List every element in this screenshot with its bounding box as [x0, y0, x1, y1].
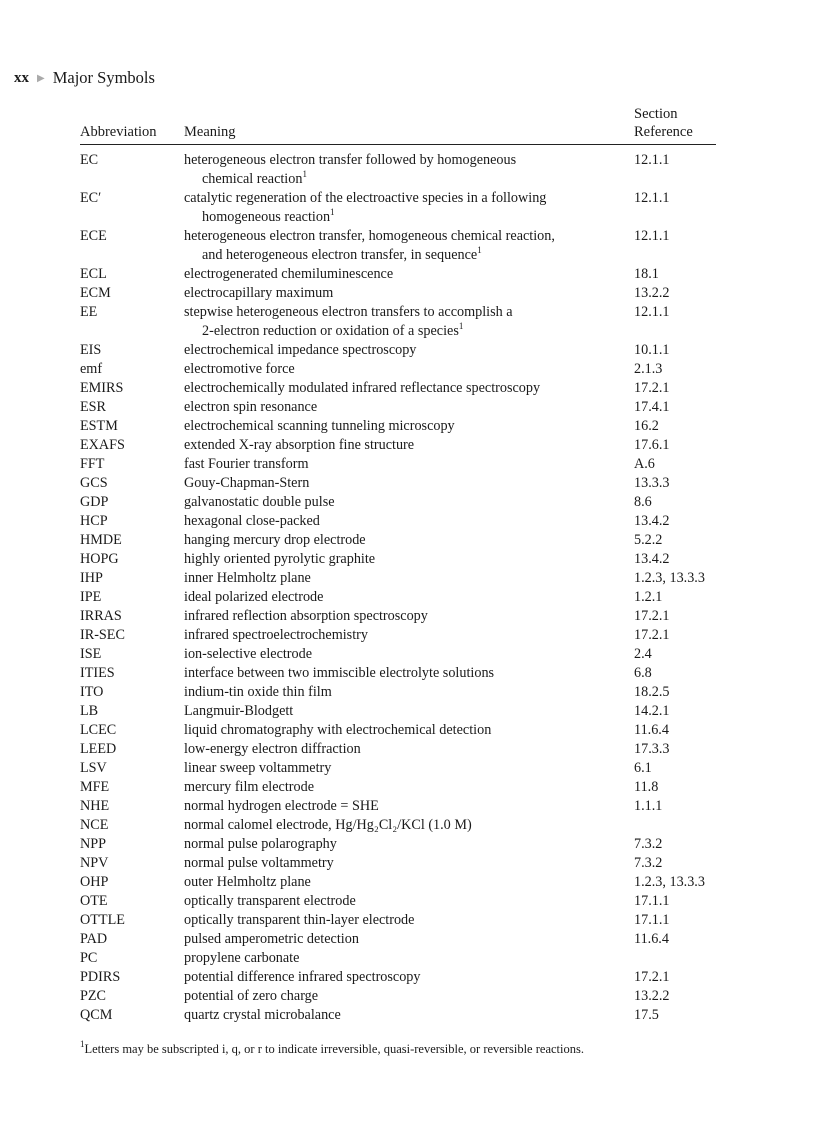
meaning-line: catalytic regeneration of the electroactive species in a following: [184, 190, 547, 206]
meaning-line: fast Fourier transform: [184, 456, 309, 472]
column-header-meaning: Meaning: [184, 124, 236, 140]
row-abbreviation: ECM: [80, 285, 111, 301]
meaning-line: optically transparent thin-layer electrode: [184, 912, 415, 928]
table-row: [80, 835, 716, 854]
row-meaning: [184, 645, 624, 664]
row-meaning: [184, 493, 624, 512]
row-meaning: [184, 759, 624, 778]
meaning-line: extended X-ray absorption fine structure: [184, 437, 415, 453]
symbols-table: [80, 104, 716, 1025]
row-abbreviation: EE: [80, 304, 98, 320]
row-abbreviation: IHP: [80, 570, 103, 586]
row-meaning: [184, 740, 624, 759]
table-row: [80, 778, 716, 797]
meaning-line: liquid chromatography with electrochemical detection: [184, 722, 492, 738]
meaning-line: normal pulse voltammetry: [184, 855, 334, 871]
row-meaning: [184, 683, 624, 702]
row-section-reference: 16.2: [634, 418, 659, 434]
table-row: [80, 189, 716, 227]
meaning-line: infrared reflection absorption spectroscopy: [184, 608, 428, 624]
table-row: [80, 797, 716, 816]
table-row: [80, 550, 716, 569]
row-abbreviation: HOPG: [80, 551, 119, 567]
meaning-line: quartz crystal microbalance: [184, 1007, 341, 1023]
table-row: [80, 930, 716, 949]
page-title: Major Symbols: [52, 68, 155, 87]
row-section-reference: A.6: [634, 456, 655, 472]
meaning-line: infrared spectroelectrochemistry: [184, 627, 368, 643]
row-meaning: [184, 911, 624, 930]
row-section-reference: 18.2.5: [634, 684, 670, 700]
row-meaning: [184, 854, 624, 873]
row-section-reference: 17.3.3: [634, 741, 670, 757]
meaning-line: 2-electron reduction or oxidation of a species$^1$: [202, 321, 464, 339]
row-abbreviation: GDP: [80, 494, 109, 510]
meaning-line: potential of zero charge: [184, 988, 319, 1004]
row-meaning: [184, 151, 624, 189]
row-abbreviation: OHP: [80, 874, 109, 890]
row-section-reference: 12.1.1: [634, 152, 670, 168]
meaning-line: stepwise heterogeneous electron transfers to accomplish a: [184, 304, 513, 320]
row-section-reference: 12.1.1: [634, 304, 670, 320]
row-meaning: [184, 797, 624, 816]
row-section-reference: 13.3.3: [634, 475, 670, 491]
row-section-reference: 17.1.1: [634, 893, 670, 909]
table-row: [80, 151, 716, 189]
row-abbreviation: ISE: [80, 646, 102, 662]
row-section-reference: 8.6: [634, 494, 652, 510]
row-abbreviation: LSV: [80, 760, 107, 776]
row-section-reference: 1.2.3, 13.3.3: [634, 874, 705, 890]
meaning-line: Gouy-Chapman-Stern: [184, 475, 310, 491]
row-meaning: [184, 968, 624, 987]
table-row: [80, 892, 716, 911]
row-meaning: [184, 626, 624, 645]
table-row: [80, 702, 716, 721]
column-header-abbreviation: Abbreviation: [80, 124, 157, 140]
row-abbreviation: ESTM: [80, 418, 118, 434]
row-abbreviation: NHE: [80, 798, 110, 814]
meaning-line: propylene carbonate: [184, 950, 300, 966]
row-section-reference: 1.1.1: [634, 798, 663, 814]
row-section-reference: 12.1.1: [634, 190, 670, 206]
row-abbreviation: EIS: [80, 342, 102, 358]
table-row: [80, 816, 716, 835]
row-meaning: [184, 892, 624, 911]
row-abbreviation: GCS: [80, 475, 108, 491]
meaning-line: mercury film electrode: [184, 779, 314, 795]
row-meaning: [184, 227, 624, 265]
row-section-reference: 6.1: [634, 760, 652, 776]
table-row: [80, 227, 716, 265]
row-abbreviation: emf: [80, 361, 103, 377]
row-abbreviation: PAD: [80, 931, 108, 947]
row-abbreviation: EXAFS: [80, 437, 125, 453]
row-section-reference: 17.2.1: [634, 380, 670, 396]
row-section-reference: 1.2.1: [634, 589, 663, 605]
row-meaning: [184, 721, 624, 740]
table-row: [80, 607, 716, 626]
meaning-line: hanging mercury drop electrode: [184, 532, 366, 548]
table-row: [80, 1006, 716, 1025]
row-abbreviation: PZC: [80, 988, 107, 1004]
row-meaning: [184, 360, 624, 379]
table-row: [80, 341, 716, 360]
page-number: xx: [14, 69, 29, 86]
footnote-marker: 1: [330, 207, 335, 217]
meaning-line: normal pulse polarography: [184, 836, 337, 852]
meaning-line: electron spin resonance: [184, 399, 318, 415]
row-section-reference: 13.2.2: [634, 285, 670, 301]
table-row: [80, 284, 716, 303]
meaning-line: low-energy electron diffraction: [184, 741, 361, 757]
row-section-reference: 2.1.3: [634, 361, 663, 377]
row-meaning: [184, 436, 624, 455]
column-header-section-reference: Section Reference: [634, 106, 693, 140]
row-abbreviation: FFT: [80, 456, 105, 472]
table-row: [80, 664, 716, 683]
row-section-reference: 17.5: [634, 1007, 659, 1023]
row-section-reference: 18.1: [634, 266, 659, 282]
row-meaning: [184, 303, 624, 341]
row-meaning: [184, 379, 624, 398]
meaning-line: electrochemical impedance spectroscopy: [184, 342, 417, 358]
table-row: [80, 417, 716, 436]
meaning-line: homogeneous reaction$^1$: [202, 207, 335, 225]
row-abbreviation: PDIRS: [80, 969, 121, 985]
row-abbreviation: ECE: [80, 228, 107, 244]
meaning-line: electrochemical scanning tunneling microscopy: [184, 418, 455, 434]
row-meaning: [184, 341, 624, 360]
footnote-text: Letters may be subscripted i, q, or r to indicate irreversible, quasi-reversible, or reversible reactions.: [84, 1042, 584, 1056]
meaning-line: interface between two immiscible electrolyte solutions: [184, 665, 495, 681]
footnote-marker: 1: [458, 321, 464, 331]
row-abbreviation: NPV: [80, 855, 109, 871]
row-section-reference: 17.1.1: [634, 912, 670, 928]
row-meaning: [184, 664, 624, 683]
table-row: [80, 949, 716, 968]
row-section-reference: 11.6.4: [634, 931, 669, 947]
row-meaning: [184, 455, 624, 474]
table-row: [80, 360, 716, 379]
table-row: [80, 474, 716, 493]
row-abbreviation: EC: [80, 152, 99, 168]
row-meaning: [184, 607, 624, 626]
meaning-line: electromotive force: [184, 361, 295, 377]
row-section-reference: 12.1.1: [634, 228, 670, 244]
footnote-marker: 1: [477, 245, 482, 255]
row-section-reference: 6.8: [634, 665, 652, 681]
table-row: [80, 987, 716, 1006]
meaning-line: electrocapillary maximum: [184, 285, 334, 301]
row-section-reference: 13.4.2: [634, 551, 670, 567]
row-abbreviation: MFE: [80, 779, 110, 795]
table-row: [80, 911, 716, 930]
meaning-line: ideal polarized electrode: [184, 589, 324, 605]
row-meaning: [184, 930, 624, 949]
row-abbreviation: PC: [80, 950, 98, 966]
meaning-line: optically transparent electrode: [184, 893, 356, 909]
footnote-marker: 1: [80, 1039, 85, 1049]
row-abbreviation: LCEC: [80, 722, 117, 738]
row-meaning: [184, 550, 624, 569]
row-section-reference: 7.3.2: [634, 836, 663, 852]
table-row: [80, 588, 716, 607]
meaning-line: pulsed amperometric detection: [184, 931, 359, 947]
row-meaning: [184, 417, 624, 436]
row-meaning: [184, 284, 624, 303]
meaning-line: electrogenerated chemiluminescence: [184, 266, 394, 282]
meaning-line: heterogeneous electron transfer, homogeneous chemical reaction,: [184, 228, 555, 244]
meaning-line: chemical reaction$^1$: [202, 169, 307, 187]
row-meaning: [184, 949, 624, 968]
table-row: [80, 645, 716, 664]
row-section-reference: 14.2.1: [634, 703, 670, 719]
row-meaning: [184, 569, 624, 588]
row-abbreviation: QCM: [80, 1007, 113, 1023]
row-section-reference: 17.2.1: [634, 969, 670, 985]
meaning-line: outer Helmholtz plane: [184, 874, 311, 890]
row-meaning: [184, 398, 624, 417]
row-section-reference: 13.4.2: [634, 513, 670, 529]
footnote: [80, 1039, 584, 1057]
row-section-reference: 5.2.2: [634, 532, 663, 548]
row-section-reference: 7.3.2: [634, 855, 663, 871]
row-meaning: [184, 265, 624, 284]
row-section-reference: 17.6.1: [634, 437, 670, 453]
meaning-line: ion-selective electrode: [184, 646, 313, 662]
row-section-reference: 13.2.2: [634, 988, 670, 1004]
row-meaning: [184, 474, 624, 493]
meaning-line: potential difference infrared spectroscopy: [184, 969, 421, 985]
meaning-line: galvanostatic double pulse: [184, 494, 335, 510]
row-meaning: [184, 778, 624, 797]
table-row: [80, 873, 716, 892]
row-abbreviation: NCE: [80, 817, 109, 833]
meaning-line: linear sweep voltammetry: [184, 760, 332, 776]
row-abbreviation: IR-SEC: [80, 627, 125, 643]
row-section-reference: 17.2.1: [634, 608, 670, 624]
row-section-reference: 11.8: [634, 779, 659, 795]
footnote-marker: 1: [302, 169, 307, 179]
table-row: [80, 569, 716, 588]
table-row: [80, 740, 716, 759]
row-meaning: [184, 702, 624, 721]
table-row: [80, 398, 716, 417]
meaning-line: inner Helmholtz plane: [184, 570, 311, 586]
meaning-line: normal calomel electrode, Hg/Hg₂Cl₂/KCl (1.0 M): [184, 817, 472, 833]
table-row: [80, 379, 716, 398]
table-row: [80, 531, 716, 550]
row-abbreviation: HMDE: [80, 532, 122, 548]
row-section-reference: 10.1.1: [634, 342, 670, 358]
row-meaning: [184, 987, 624, 1006]
table-row: [80, 854, 716, 873]
meaning-line: Langmuir-Blodgett: [184, 703, 294, 719]
row-abbreviation: HCP: [80, 513, 108, 529]
table-body: [80, 151, 716, 1025]
table-row: [80, 493, 716, 512]
row-abbreviation: OTE: [80, 893, 108, 909]
row-section-reference: 2.4: [634, 646, 652, 662]
table-header: [80, 104, 716, 145]
meaning-line: and heterogeneous electron transfer, in sequence$^1$: [202, 245, 482, 263]
table-row: [80, 721, 716, 740]
row-meaning: [184, 588, 624, 607]
row-abbreviation: ESR: [80, 399, 107, 415]
row-meaning: [184, 1006, 624, 1025]
row-meaning: [184, 531, 624, 550]
row-abbreviation: IRRAS: [80, 608, 122, 624]
meaning-line: highly oriented pyrolytic graphite: [184, 551, 376, 567]
meaning-line: indium-tin oxide thin film: [184, 684, 332, 700]
table-row: [80, 303, 716, 341]
row-meaning: [184, 189, 624, 227]
table-row: [80, 436, 716, 455]
row-section-reference: 1.2.3, 13.3.3: [634, 570, 705, 586]
row-abbreviation: ITIES: [80, 665, 115, 681]
table-row: [80, 968, 716, 987]
row-meaning: [184, 816, 624, 835]
table-row: [80, 683, 716, 702]
row-section-reference: 11.6.4: [634, 722, 669, 738]
row-abbreviation: EMIRS: [80, 380, 124, 396]
row-abbreviation: ECL: [80, 266, 107, 282]
meaning-line: hexagonal close-packed: [184, 513, 320, 529]
row-abbreviation: IPE: [80, 589, 102, 605]
row-abbreviation: LEED: [80, 741, 117, 757]
table-row: [80, 759, 716, 778]
row-section-reference: 17.4.1: [634, 399, 670, 415]
meaning-line: normal hydrogen electrode = SHE: [184, 798, 379, 814]
row-meaning: [184, 873, 624, 892]
table-row: [80, 512, 716, 531]
row-abbreviation: EC′: [80, 190, 102, 206]
row-abbreviation: ITO: [80, 684, 104, 700]
table-row: [80, 455, 716, 474]
row-section-reference: 17.2.1: [634, 627, 670, 643]
table-row: [80, 265, 716, 284]
triangle-arrow-icon: ▶: [37, 72, 45, 84]
row-abbreviation: LB: [80, 703, 99, 719]
row-abbreviation: NPP: [80, 836, 107, 852]
running-header: [14, 68, 155, 88]
meaning-line: heterogeneous electron transfer followed by homogeneous: [184, 152, 517, 168]
row-abbreviation: OTTLE: [80, 912, 125, 928]
row-meaning: [184, 512, 624, 531]
table-row: [80, 626, 716, 645]
row-meaning: [184, 835, 624, 854]
meaning-line: electrochemically modulated infrared reflectance spectroscopy: [184, 380, 541, 396]
